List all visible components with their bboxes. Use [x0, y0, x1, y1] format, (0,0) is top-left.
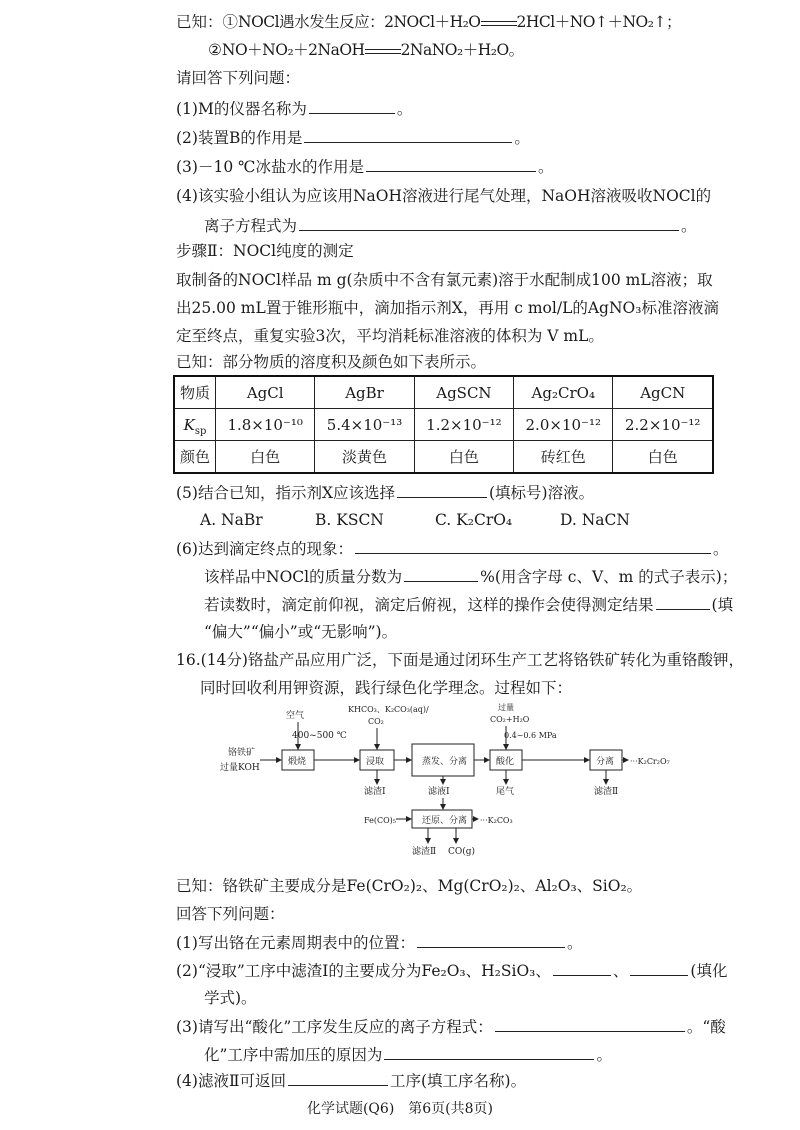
label-tail-gas: 尾气 [496, 787, 515, 797]
answer-blank-p1[interactable] [417, 932, 565, 948]
question-1: (1)M的仪器名称为 。 [176, 100, 413, 118]
part-3: (3)请写出“酸化”工序发生反应的离子方程式： 。“酸 [176, 1018, 726, 1036]
option-d[interactable]: D. NaCN [560, 511, 630, 529]
table-cell: 砖红色 [514, 441, 613, 474]
table-intro: 已知：部分物质的溶度积及颜色如下表所示。 [176, 353, 487, 371]
answer-blank-p4[interactable] [288, 1070, 388, 1086]
table-header-cell: AgSCN [414, 376, 513, 409]
table-cell: 2.0×10⁻¹² [514, 409, 613, 441]
answer-blank-q6[interactable] [355, 538, 711, 554]
table-header-cell: Ag₂CrO₄ [514, 376, 613, 409]
question-6: (6)达到滴定终点的现象： 。 [176, 540, 729, 558]
answer-blank-q6-fraction[interactable] [404, 566, 478, 582]
table-cell: 淡黄色 [315, 441, 414, 474]
answer-blank-q5[interactable] [397, 482, 487, 498]
question-6-line3: 若读数时，滴定前仰视，滴定后俯视，这样的操作会使得测定结果 (填 [204, 596, 734, 614]
option-b[interactable]: B. KSCN [315, 511, 384, 529]
process-flow-diagram [200, 700, 700, 870]
part-2-line2: 学式)。 [204, 989, 257, 1007]
label-residue2-bottom: 滤渣Ⅱ [412, 847, 437, 857]
question-16-stem: 16.(14分)铬盐产品应用广泛，下面是通过闭环生产工艺将铬铁矿转化为重铬酸钾， [176, 651, 744, 669]
answer-blank-q1[interactable] [309, 98, 395, 114]
table-cell: 白色 [613, 441, 713, 474]
step2-paragraph-2: 出25.00 mL置于锥形瓶中，滴加指示剂X，再用 c mol/L的AgNO₃标准溶液滴 [176, 299, 719, 317]
label-reagent: KHCO₃、K₂CO₃(aq)/ [348, 705, 429, 714]
known-2: 已知：铬铁矿主要成分是Fe(CrO₂)₂、Mg(CrO₂)₂、Al₂O₃、SiO₂。 [176, 877, 643, 895]
ksp-table [173, 375, 714, 474]
table-row-label: $K_{sp}$ [174, 409, 216, 441]
answer-prompt: 请回答下列问题： [176, 69, 301, 87]
label-k2cr2o7: ···K₂Cr₂O₇ [630, 757, 670, 766]
known-eq1: 已知：①NOCl遇水发生反应：2NOCl＋H₂O 2HCl＋NO↑＋NO₂↑； [176, 13, 681, 31]
label-koh: 过量KOH [220, 763, 260, 773]
table-header-cell: AgBr [315, 376, 414, 409]
box-separate-label: 分离 [596, 757, 615, 767]
label-k2co3: ···K₂CO₃ [480, 816, 513, 825]
table-cell: 2.2×10⁻¹² [613, 409, 713, 441]
question-5: (5)结合已知，指示剂X应该选择 (填标号)溶液。 [176, 484, 595, 502]
equals-sign [481, 21, 517, 26]
question-4-line2: 离子方程式为 。 [204, 217, 697, 235]
step2-paragraph-1: 取制备的NOCl样品 m g(杂质中不含有氯元素)溶于水配制成100 mL溶液；取 [176, 271, 713, 289]
question-6-line4: “偏大”“偏小”或“无影响”)。 [204, 623, 398, 641]
answer-blank-p2-a[interactable] [553, 960, 611, 976]
label-ore: 铬铁矿 [228, 748, 256, 758]
answer-blank-q2[interactable] [304, 127, 512, 143]
box-evaporate-label: 蒸发、分离 [422, 757, 468, 767]
question-5-options [200, 510, 630, 530]
question-2: (2)装置B的作用是 。 [176, 129, 530, 147]
page-footer: 化学试题(Q6) 第6页(共8页) [306, 1101, 494, 1117]
part-2: (2)“浸取”工序中滤渣Ⅰ的主要成分为Fe₂O₃、H₂SiO₃、 、 (填化 [176, 962, 728, 980]
table-row-label: 颜色 [174, 441, 216, 474]
step2-paragraph-3: 定至终点，重复实验3次，平均消耗标准溶液的体积为 V mL。 [176, 327, 604, 345]
table-cell: 1.2×10⁻¹² [414, 409, 513, 441]
box-calcine-label: 煅烧 [288, 757, 307, 767]
question-4: (4)该实验小组认为应该用NaOH溶液进行尾气处理，NaOH溶液吸收NOCl的 [176, 187, 712, 205]
label-filtrate1: 滤液Ⅰ [428, 787, 450, 797]
question-6-line2: 该样品中NOCl的质量分数为 %(用含字母 c、V、m 的式子表示)； [204, 568, 738, 586]
answer-blank-p3-reason[interactable] [384, 1044, 594, 1060]
table-cell: 白色 [216, 441, 315, 474]
box-acidify-label: 酸化 [496, 757, 515, 767]
label-excess: 过量 [498, 703, 514, 712]
table-header-cell: 物质 [174, 376, 216, 409]
label-pressure: 0.4~0.6 MPa [504, 731, 557, 740]
answer-blank-q3[interactable] [366, 156, 536, 172]
label-residue2-right: 滤渣Ⅱ [594, 787, 619, 797]
label-co-gas: CO(g) [448, 847, 476, 857]
label-co2-h2o: CO₂+H₂O [490, 715, 530, 724]
step2-title: 步骤Ⅱ：NOCl纯度的测定 [176, 242, 354, 260]
question-16-stem-line2: 同时回收利用钾资源，践行绿色化学理念。过程如下： [200, 679, 573, 697]
table-ksp-row [174, 409, 713, 441]
label-temp: 400~500 ℃ [292, 731, 347, 741]
table-cell: 5.4×10⁻¹³ [315, 409, 414, 441]
box-reduce-label: 还原、分离 [422, 816, 468, 826]
part-3-line2: 化”工序中需加压的原因为 。 [204, 1046, 612, 1064]
box-leach-label: 浸取 [366, 757, 385, 767]
option-a[interactable]: A. NaBr [200, 511, 263, 529]
table-header-cell: AgCl [216, 376, 315, 409]
answer-blank-p2-b[interactable] [630, 960, 688, 976]
equals-sign [365, 49, 401, 54]
answer-prompt-2: 回答下列问题： [176, 905, 285, 923]
table-color-row [174, 441, 713, 474]
known-eq2: ②NO＋NO₂＋2NaOH 2NaNO₂＋H₂O。 [208, 41, 524, 59]
table-header-row [174, 376, 713, 409]
option-c[interactable]: C. K₂CrO₄ [435, 511, 513, 529]
table-cell: 1.8×10⁻¹⁰ [216, 409, 315, 441]
part-1: (1)写出铬在元素周期表中的位置： 。 [176, 934, 583, 952]
answer-blank-q4[interactable] [299, 215, 679, 231]
answer-blank-p3[interactable] [495, 1016, 685, 1032]
label-air: 空气 [286, 711, 305, 721]
part-4: (4)滤液Ⅱ可返回 工序(填工序名称)。 [176, 1072, 527, 1090]
question-3: (3)－10 ℃冰盐水的作用是 。 [176, 158, 554, 176]
table-cell: 白色 [414, 441, 513, 474]
answer-blank-q6-effect[interactable] [656, 594, 710, 610]
label-co2: CO₂ [368, 717, 384, 726]
table-header-cell: AgCN [613, 376, 713, 409]
label-feco: Fe(CO)₅ [364, 816, 396, 825]
label-residue1: 滤渣Ⅰ [364, 787, 386, 797]
